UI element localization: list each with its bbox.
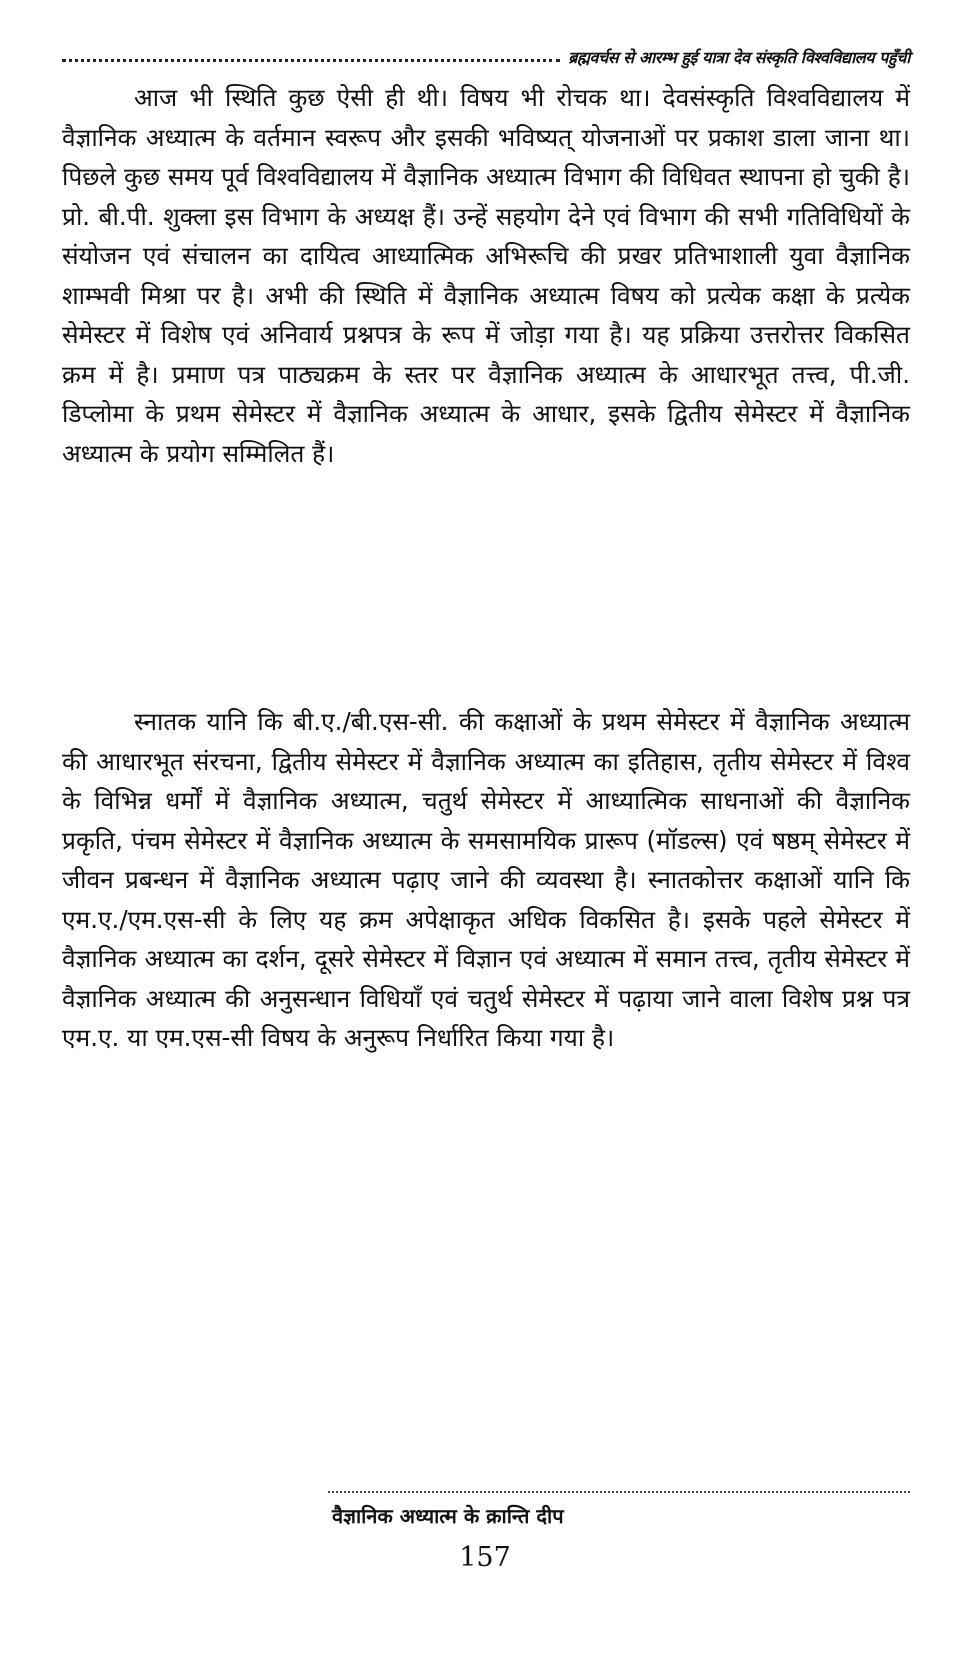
paragraph-1: आज भी स्थिति कुछ ऐसी ही थी। विषय भी रोचक था। देवसंस्कृति विश्वविद्यालय में वैज्ञानिक अध्यात्म के वर्तमान स्वरूप और इसकी भविष्यत् योजनाओं पर प्रकाश डाला जाना था। पिछले कुछ समय पूर्व विश्वविद्यालय में वैज्ञानिक अध्यात्म विभाग की विधिवत स्थापना हो चुकी है। प्रो. बी.पी. शुक्ला इस विभाग के अध्यक्ष हैं। उन्हें सहयोग देने एवं विभाग की सभी गतिविधियों के संयोजन एवं संचालन का दायित्व आध्यात्मिक अभिरूचि की प्रखर प्रतिभाशाली युवा वैज्ञानिक शाम्भवी मिश्रा पर है। अभी की स्थिति में वैज्ञानिक अध्यात्म विषय को प्रत्येक कक्षा के प्रत्येक सेमेस्टर में विशेष एवं अनिवार्य प्रश्नपत्र के रूप में जोड़ा गया है। यह प्रक्रिया उत्तरोत्तर विकसित क्रम में है। प्रमाण पत्र पाठ्यक्रम के स्तर पर वैज्ञानिक अध्यात्म के आधारभूत तत्त्व, पी.जी. डिप्लोमा के प्रथम सेमेस्टर में वैज्ञानिक अध्यात्म के आधार, इसके द्वितीय सेमेस्टर में वैज्ञानिक अध्यात्म के प्रयोग सम्मिलित हैं। (62, 83, 910, 468)
paragraph-2: स्नातक यानि कि बी.ए./बी.एस-सी. की कक्षाओं के प्रथम सेमेस्टर में वैज्ञानिक अध्यात्म की आधारभूत संरचना, द्वितीय सेमेस्टर में वैज्ञानिक अध्यात्म का इतिहास, तृतीय सेमेस्टर में विश्व के विभिन्न धर्मों में वैज्ञानिक अध्यात्म, चतुर्थ सेमेस्टर में आध्यात्मिक साधनाओं की वैज्ञानिक प्रकृति, पंचम सेमेस्टर में वैज्ञानिक अध्यात्म के समसामयिक प्रारूप (मॉडल्स) एवं षष्ठम् सेमेस्टर में जीवन प्रबन्धन में वैज्ञानिक अध्यात्म पढ़ाए जाने की व्यवस्था है। स्नातकोत्तर कक्षाओं यानि कि एम.ए./एम.एस-सी के लिए यह क्रम अपेक्षाकृत अधिक विकसित है। इसके पहले सेमेस्टर में वैज्ञानिक अध्यात्म का दर्शन, दूसरे सेमेस्टर में विज्ञान एवं अध्यात्म में समान तत्त्व, तृतीय सेमेस्टर में वैज्ञानिक अध्यात्म की अनुसन्धान विधियाँ एवं चतुर्थ सेमेस्टर में पढ़ाया जाने वाला विशेष प्रश्न पत्र एम.ए. या एम.एस-सी विषय के अनुरूप निर्धारित किया गया है। (62, 707, 910, 1052)
leader-dots (62, 59, 560, 62)
running-header (62, 38, 910, 68)
running-title: ब्रह्मवर्चस से आरम्भ हुई यात्रा देव संस्कृति विश्वविद्यालय पहुँची (568, 48, 910, 67)
footer-dotted-rule (328, 1491, 910, 1493)
footer-book-title: वैज्ञानिक अध्यात्म के क्रान्ति दीप (332, 1504, 564, 1528)
page-number: 157 (459, 1542, 511, 1573)
